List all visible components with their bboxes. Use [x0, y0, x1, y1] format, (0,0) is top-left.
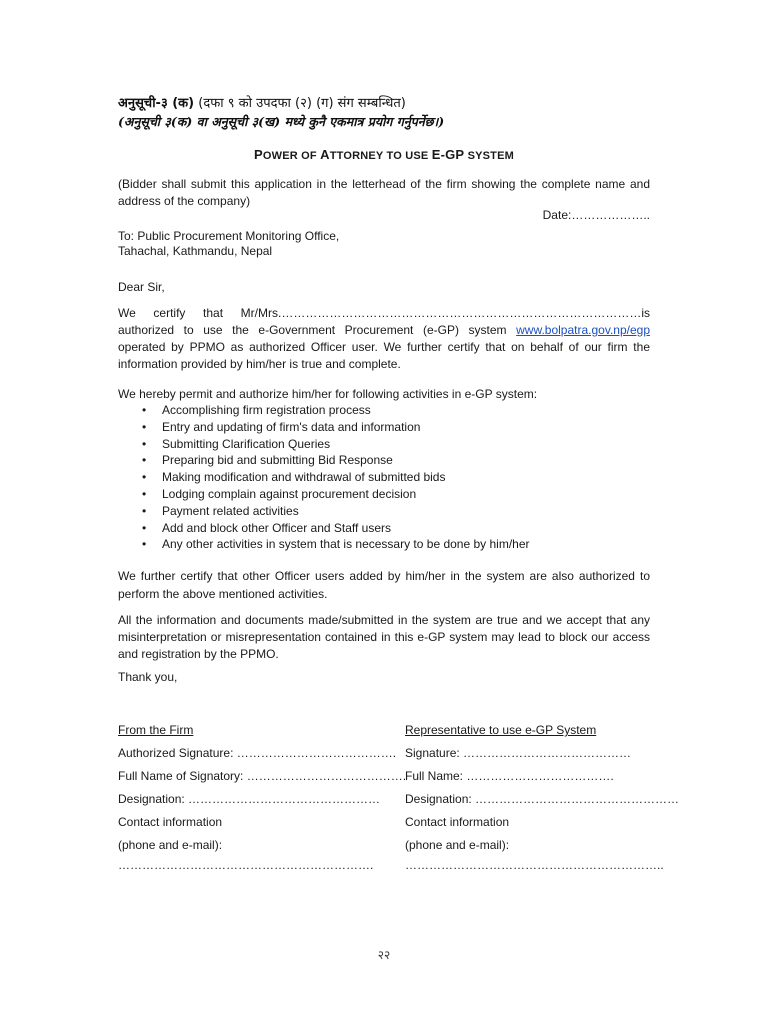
firm-signature-block	[118, 722, 406, 873]
bullet-icon: •	[142, 419, 147, 434]
firm-phone-label: (phone and e-mail):	[118, 838, 223, 852]
activity-item	[118, 419, 658, 436]
document-title	[0, 147, 768, 162]
bullet-icon: •	[142, 436, 147, 451]
activity-item	[118, 452, 658, 469]
title-part: E-GP	[431, 147, 465, 162]
rep-contact-dots: ………………………………………………………..	[405, 858, 664, 872]
page-number: २२	[377, 948, 391, 962]
permit-intro: We hereby permit and authorize him/her for following activities in e-GP system:	[118, 387, 538, 401]
bullet-icon: •	[142, 486, 147, 501]
activity-item	[118, 402, 658, 419]
firm-contact-dots: ……………………………………………………….	[118, 858, 374, 872]
rep-heading: Representative to use e-GP System	[405, 723, 597, 737]
bullet-icon: •	[142, 403, 147, 417]
rep-signature-field: Signature: ……………………………………	[405, 746, 632, 760]
salutation: Dear Sir,	[118, 280, 165, 294]
schedule-reference: (दफा ९ को उपदफा (२) (ग) संग सम्बन्धित)	[194, 96, 406, 111]
date-line: Date:………………..	[542, 208, 650, 222]
title-part: A	[320, 147, 330, 162]
activity-item	[118, 436, 658, 453]
activities-list	[118, 402, 658, 553]
rep-contact-label: Contact information	[405, 815, 510, 829]
certify-paragraph	[118, 305, 650, 373]
representative-signature-block	[405, 722, 679, 873]
certify-text-continued: operated by PPMO as authorized Officer user. We further certify that on behalf of our firm the information provided by him/her is true and complete.	[118, 340, 650, 371]
addressee-line-2: Tahachal, Kathmandu, Nepal	[118, 244, 273, 258]
title-part: TTORNEY TO USE	[329, 150, 432, 162]
activity-text: Making modification and withdrawal of submitted bids	[162, 470, 446, 485]
title-part: P	[254, 147, 263, 162]
firm-contact-label: Contact information	[118, 815, 223, 829]
bullet-icon: •	[142, 453, 147, 468]
further-certify-paragraph: We further certify that other Officer users added by him/her in the system are also authorized to perform the above mentioned activities.	[118, 569, 650, 601]
activity-text: Preparing bid and submitting Bid Response	[162, 453, 393, 468]
activity-text: Submitting Clarification Queries	[162, 436, 331, 451]
activity-text: Any other activities in system that is necessary to be done by him/her	[162, 537, 530, 552]
activity-text: Payment related activities	[162, 503, 299, 518]
bullet-icon: •	[142, 503, 147, 518]
activity-item	[118, 469, 658, 486]
activity-item	[118, 520, 658, 537]
instruction-text: (Bidder shall submit this application in the letterhead of the firm showing the complete name and address of the company)	[118, 177, 650, 208]
firm-heading: From the Firm	[118, 723, 194, 737]
activity-text: Lodging complain against procurement decision	[162, 486, 417, 501]
schedule-note: (अनुसूची ३(क) वा अनुसूची ३(ख) मध्ये कुनै एकमात्र प्रयोग गर्नुपर्नेछ।)	[118, 114, 445, 129]
schedule-heading	[118, 93, 406, 111]
activity-text: Add and block other Officer and Staff users	[162, 520, 392, 535]
bullet-icon: •	[142, 537, 147, 552]
activity-item	[118, 536, 658, 553]
title-part: SYSTEM	[464, 150, 514, 162]
activity-text: Accomplishing firm registration process	[162, 403, 371, 417]
certify-text: We certify that Mr/Mrs.………………………………………………………………………………is authorized to use the e-Government Procurement (e-GP) system	[118, 306, 650, 337]
closing: Thank you,	[118, 670, 178, 684]
firm-designation-field: Designation: …………………………………………	[118, 792, 381, 806]
activity-text: Entry and updating of firm's data and information	[162, 419, 421, 434]
acceptance-paragraph: All the information and documents made/submitted in the system are true and we accept that any misinterpretation or misrepresentation contained in this e-GP system may lead to block our access and registration by the PPMO.	[118, 613, 650, 661]
rep-designation-field: Designation: ……………………………………………	[405, 792, 680, 806]
schedule-number: अनुसूची-३ (क)	[118, 96, 195, 111]
rep-name-field: Full Name: ……………………………….	[405, 769, 614, 783]
rep-phone-label: (phone and e-mail):	[405, 838, 510, 852]
bullet-icon: •	[142, 520, 147, 535]
activity-item	[118, 503, 658, 520]
activity-item	[118, 486, 658, 503]
firm-name-field: Full Name of Signatory: ………………………………….	[118, 769, 407, 783]
firm-signature-field: Authorized Signature: ………………………………….	[118, 746, 397, 760]
title-part: OWER OF	[262, 150, 321, 162]
egp-link[interactable]: www.bolpatra.gov.np/egp	[516, 323, 650, 337]
addressee-line-1: To: Public Procurement Monitoring Office,	[118, 229, 340, 243]
bullet-icon: •	[142, 470, 147, 485]
